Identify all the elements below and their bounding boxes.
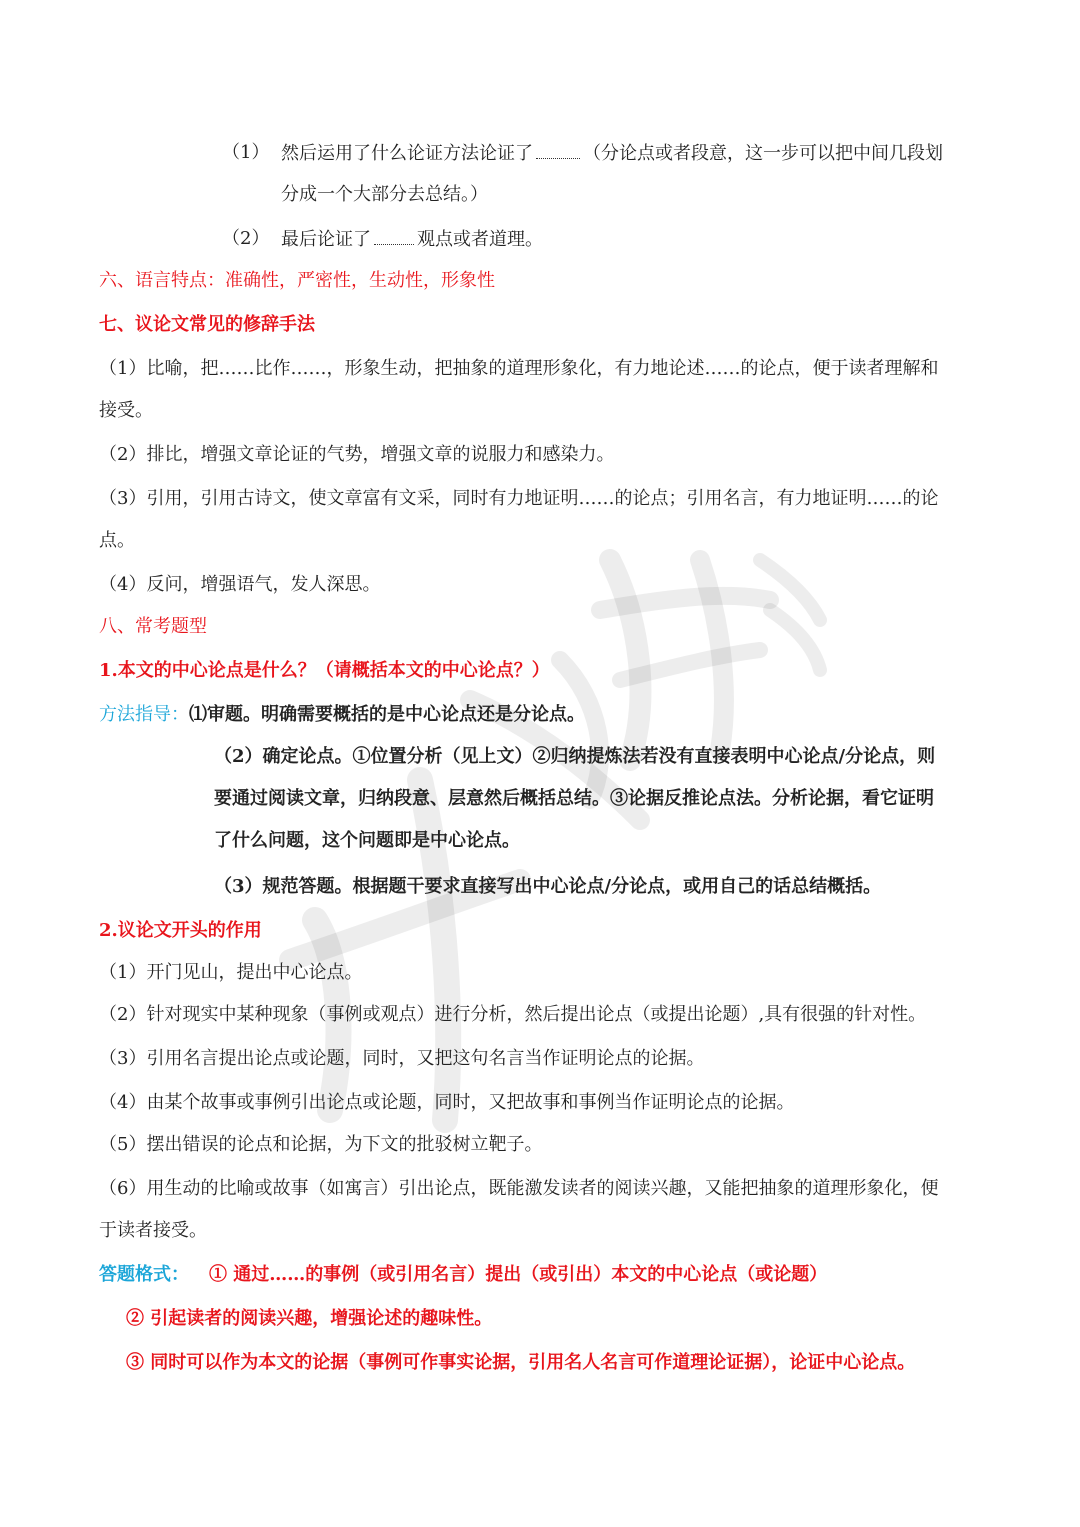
fill-blank <box>536 140 580 159</box>
answer-format-item: ② 引起读者的阅读兴趣，增强论述的趣味性。 <box>126 1308 493 1329</box>
rhetoric-item: （3）引用，引用古诗文，使文章富有文采，同时有力地证明……的论点；引用名言，有力地证明……的论 <box>99 488 939 509</box>
section-6-language-features <box>99 268 495 294</box>
question-1-title: 1.本文的中心论点是什么？（请概括本文的中心论点？） <box>99 660 550 681</box>
rhetoric-item: 接受。 <box>99 400 153 421</box>
rhetoric-item: （4）反问，增强语气，发人深思。 <box>99 574 381 595</box>
rhetoric-item: （2）排比，增强文章论证的气势，增强文章的说服力和感染力。 <box>99 444 615 465</box>
opening-function-item: （4）由某个故事或事例引出论点或论题，同时，又把故事和事例当作证明论点的论据。 <box>99 1092 795 1113</box>
section-8-heading: 八、常考题型 <box>99 616 207 637</box>
opening-function-item: （2）针对现实中某种现象（事例或观点）进行分析，然后提出论点（或提出论题）,具有很强的针对性。 <box>99 1004 927 1025</box>
rhetoric-item: 点。 <box>99 530 135 551</box>
step-number: （1） <box>222 142 270 163</box>
opening-function-item: （1）开门见山，提出中心论点。 <box>99 962 363 983</box>
method-guide-step-2: （2）确定论点。①位置分析（见上文）②归纳提炼法若没有直接表明中心论点/分论点，则 <box>214 746 936 767</box>
answer-format-item: ① 通过……的事例（或引用名言）提出（或引出）本文的中心论点（或论题） <box>209 1264 828 1285</box>
step-number: （2） <box>222 228 270 249</box>
opening-function-item: 于读者接受。 <box>99 1220 207 1241</box>
method-step-2-text: 最后论证了 观点或者道理。 <box>281 226 543 253</box>
method-step-1-text: 然后运用了什么论证方法论证了 （分论点或者段意，这一步可以把中间几段划 <box>281 140 943 167</box>
method-step-2 <box>222 226 269 252</box>
question-2-title: 2.议论文开头的作用 <box>99 920 262 941</box>
method-guide <box>99 702 585 728</box>
method-step-1-continued: 分成一个大部分去总结。） <box>281 184 488 205</box>
method-step-1 <box>222 140 269 166</box>
method-guide-step-2: 了什么问题，这个问题即是中心论点。 <box>214 830 520 851</box>
method-guide-label: 方法指导： <box>99 704 189 725</box>
rhetoric-item: （1）比喻，把……比作……，形象生动，把抽象的道理形象化，有力地论述……的论点，便于读者理解和 <box>99 358 939 379</box>
section-heading: 六、语言特点： <box>99 270 225 291</box>
answer-format-item: ③ 同时可以作为本文的论据（事例可作事实论据，引用名人名言可作道理论证据），论证中心论点。 <box>126 1352 916 1373</box>
opening-function-item: （3）引用名言提出论点或论题，同时，又把这句名言当作证明论点的论据。 <box>99 1048 705 1069</box>
method-guide-step-1: ⑴审题。明确需要概括的是中心论点还是分论点。 <box>189 704 585 725</box>
method-guide-step-2: 要通过阅读文章，归纳段意、层意然后概括总结。③论据反推论点法。分析论据，看它证明 <box>214 788 934 809</box>
opening-function-item: （5）摆出错误的论点和论据，为下文的批驳树立靶子。 <box>99 1134 543 1155</box>
section-content: 准确性，严密性，生动性，形象性 <box>225 270 495 291</box>
section-7-heading: 七、议论文常见的修辞手法 <box>99 314 315 335</box>
fill-blank <box>374 226 414 245</box>
opening-function-item: （6）用生动的比喻或故事（如寓言）引出论点，既能激发读者的阅读兴趣，又能把抽象的道理形象化，便 <box>99 1178 939 1199</box>
answer-format <box>99 1262 827 1288</box>
answer-format-label: 答题格式： <box>99 1264 189 1285</box>
method-guide-step-3: （3）规范答题。根据题干要求直接写出中心论点/分论点，或用自己的话总结概括。 <box>214 876 882 897</box>
